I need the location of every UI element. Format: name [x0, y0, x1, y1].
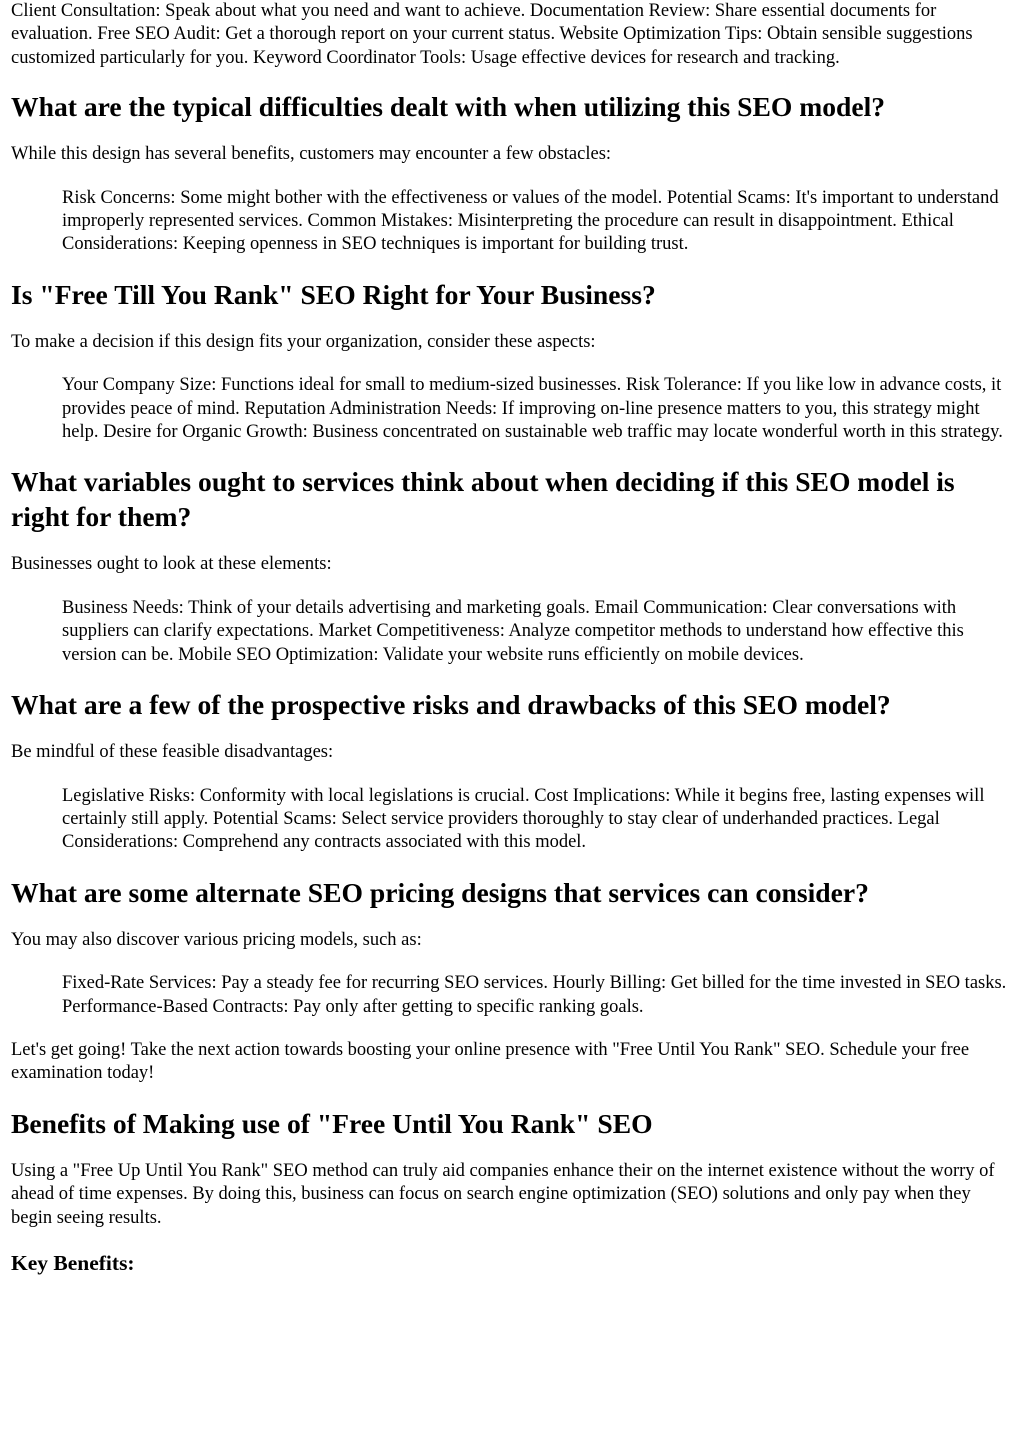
- section-lead-risks: Be mindful of these feasible disadvantages:: [11, 742, 334, 763]
- benefits-paragraph: Using a "Free Up Until You Rank" SEO method can truly aid companies enhance their on the internet existence without the worry of ahead of time expenses. By doing this, business can focus on search engine optimization (SEO) solutions and only pay when they begin seeing results.: [11, 1160, 995, 1228]
- section-heading-difficulties: What are the typical difficulties dealt with when utilizing this SEO model?: [11, 91, 886, 123]
- section-block-alternatives: Fixed-Rate Services: Pay a steady fee for recurring SEO services. Hourly Billing: Get billed for the time invested in SEO tasks. Performance-Based Contracts: Pay only after getting to specific ranking goals.: [62, 973, 1007, 1017]
- cta-paragraph: Let's get going! Take the next action towards boosting your online presence with "Free Until You Rank" SEO. Schedule your free examination today!: [11, 1039, 970, 1084]
- section-block-risks: Legislative Risks: Conformity with local legislations is crucial. Cost Implications: While it begins free, lasting expenses will certainly still apply. Potential Scams: Select service providers thoroughly to stay clear of underhanded practices. Legal Considerations: Comprehend any contracts associated with this model.: [62, 785, 985, 853]
- section-lead-variables: Businesses ought to look at these elements:: [11, 554, 332, 575]
- section-lead-difficulties: While this design has several benefits, customers may encounter a few obstacles:: [11, 144, 612, 165]
- intro-paragraph: Client Consultation: Speak about what you need and want to achieve. Documentation Review: Share essential documents for evaluation. Free SEO Audit: Get a thorough report on your current status. Website Optimization Tips: Obtain sensible suggestions customized particularly for you. Keyword Coordinator Tools: Usage effective devices for research and tracking.: [11, 1, 973, 68]
- section-lead-right-for-business: To make a decision if this design fits your organization, consider these aspects:: [11, 331, 596, 352]
- section-heading-variables: What variables ought to services think about when deciding if this SEO model is right for them?: [11, 466, 955, 533]
- section-block-difficulties: Risk Concerns: Some might bother with the effectiveness or values of the model. Potential Scams: It's important to understand improperly represented services. Common Mistakes: Misinterpreting the procedure can result in disappointment. Ethical Considerations: Keeping openness in SEO techniques is important for building trust.: [62, 187, 999, 255]
- section-block-right-for-business: Your Company Size: Functions ideal for small to medium-sized businesses. Risk Tolerance: If you like low in advance costs, it provides peace of mind. Reputation Administration Needs: If improving on-line presence matters to you, this strategy might help. Desire for Organic Growth: Business concentrated on sustainable web traffic may locate wonderful worth in this strategy.: [62, 375, 1003, 443]
- section-heading-risks: What are a few of the prospective risks and drawbacks of this SEO model?: [11, 689, 891, 721]
- section-block-variables: Business Needs: Think of your details advertising and marketing goals. Email Communication: Clear conversations with suppliers can clarify expectations. Market Competitiveness: Analyze competitor methods to understand how effective this version can be. Mobile SEO Optimization: Validate your website runs efficiently on mobile devices.: [62, 597, 964, 665]
- section-heading-alternatives: What are some alternate SEO pricing designs that services can consider?: [11, 876, 869, 908]
- section-lead-alternatives: You may also discover various pricing models, such as:: [11, 929, 422, 950]
- section-heading-right-for-business: Is "Free Till You Rank" SEO Right for Your Business?: [11, 278, 656, 310]
- key-benefits-subheading: Key Benefits:: [11, 1250, 135, 1275]
- benefits-heading: Benefits of Making use of "Free Until You Rank" SEO: [11, 1107, 653, 1139]
